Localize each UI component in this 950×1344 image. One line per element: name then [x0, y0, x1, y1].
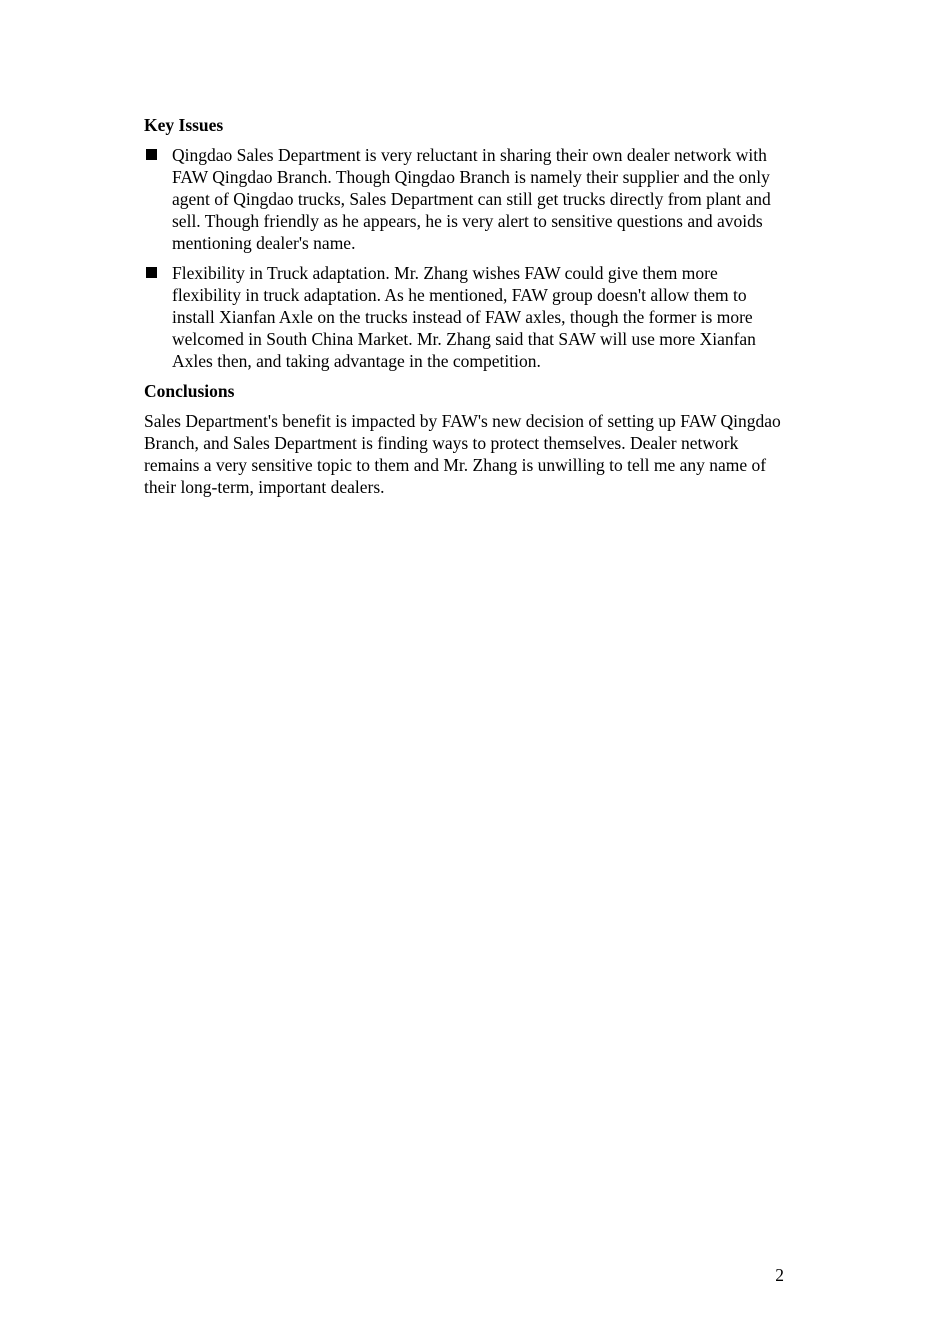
conclusions-heading: Conclusions	[144, 381, 235, 401]
list-item	[144, 144, 784, 254]
bullet-text: Flexibility in Truck adaptation. Mr. Zhang wishes FAW could give them more flexibility in truck adaptation. As he mentioned, FAW group doesn't allow them to install Xianfan Axle on the trucks instead of FAW axles, though the former is more welcomed in South China Market. Mr. Zhang said that SAW will use more Xianfan Axles then, and taking advantage in the competition.	[172, 263, 756, 371]
conclusions-paragraph: Sales Department's benefit is impacted by FAW's new decision of setting up FAW Qingdao Branch, and Sales Department is finding ways to protect themselves. Dealer network remains a very sensitive topic to them and Mr. Zhang is unwilling to tell me any name of their long-term, important dealers.	[144, 411, 781, 497]
square-bullet-icon	[146, 149, 157, 160]
square-bullet-icon	[146, 267, 157, 278]
bullet-text: Qingdao Sales Department is very reluctant in sharing their own dealer network with FAW Qingdao Branch. Though Qingdao Branch is namely their supplier and the only agent of Qingdao trucks, Sales Department can still get trucks directly from plant and sell. Though friendly as he appears, he is very alert to sensitive questions and avoids mentioning dealer's name.	[172, 145, 771, 253]
page-number: 2	[775, 1265, 784, 1285]
list-item	[144, 262, 784, 372]
key-issues-heading: Key Issues	[144, 115, 224, 135]
page-content	[144, 114, 784, 498]
key-issues-list	[144, 144, 784, 372]
